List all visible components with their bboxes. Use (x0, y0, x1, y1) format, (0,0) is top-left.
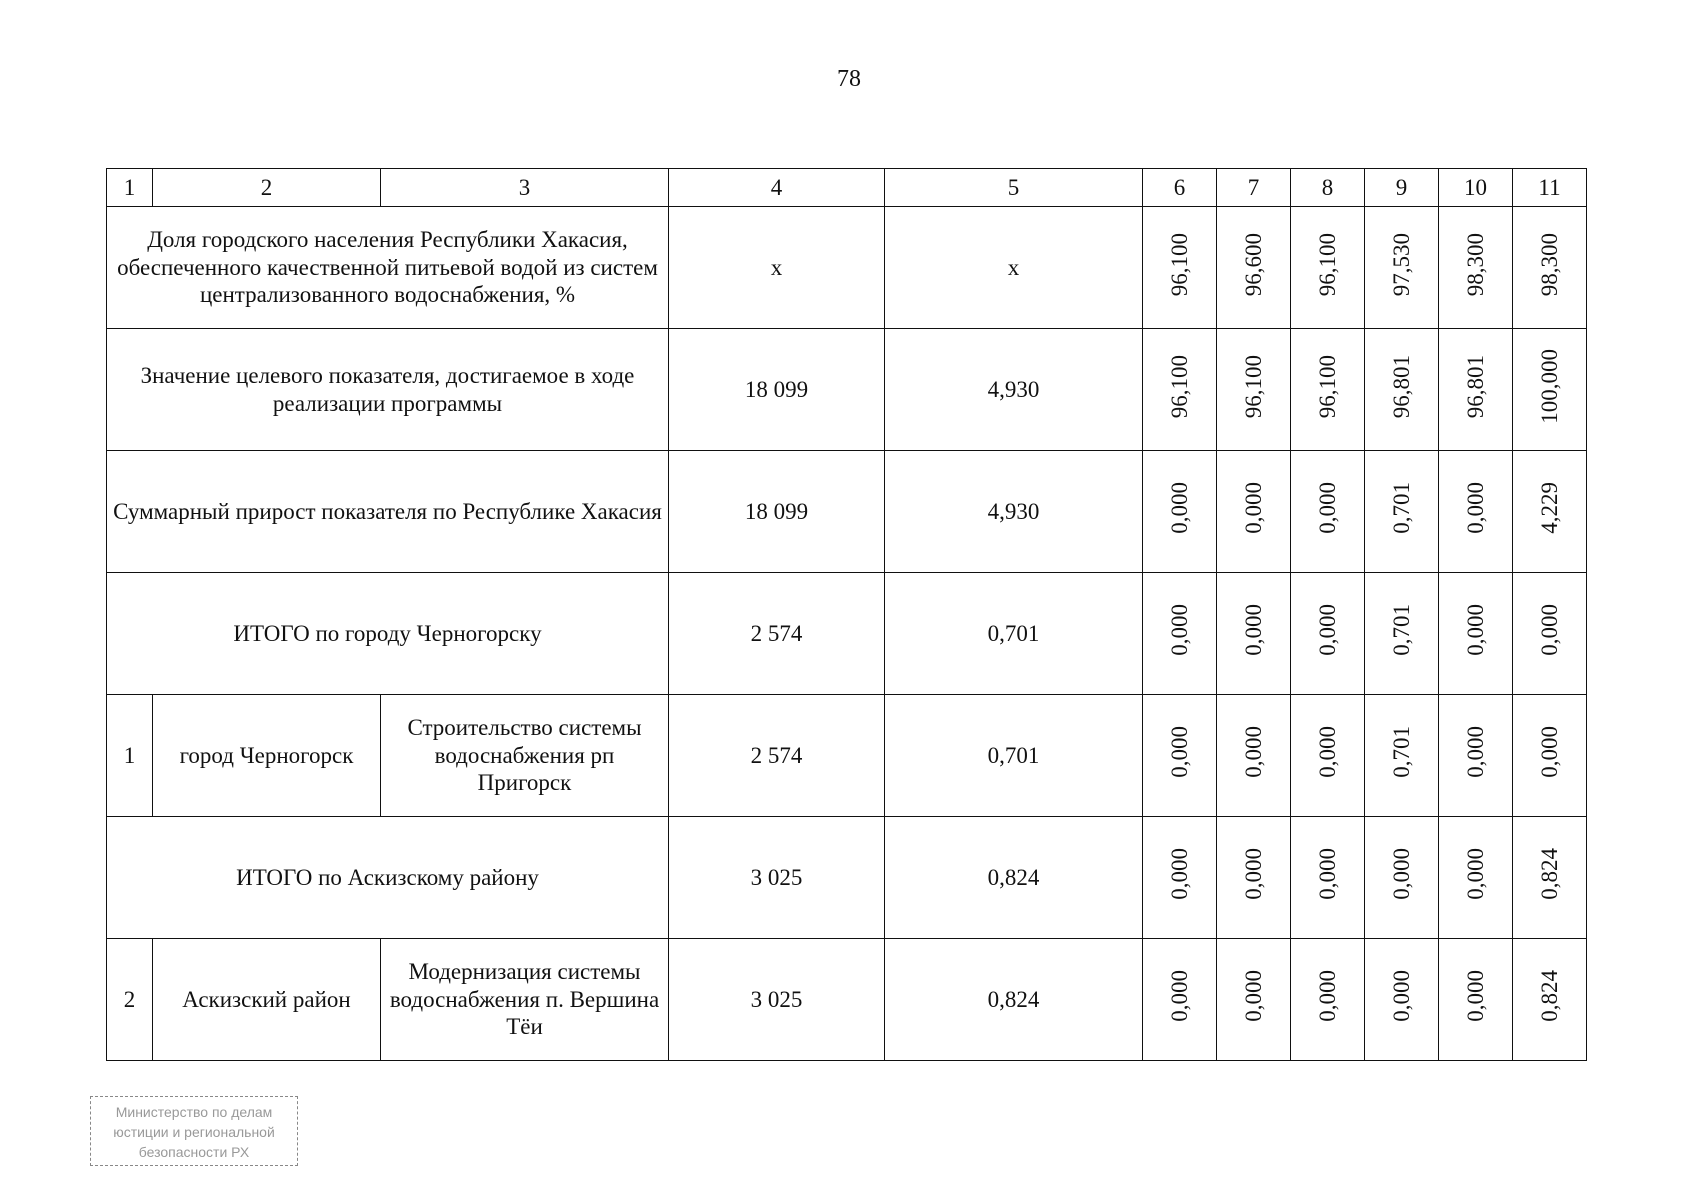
year-value-cell (1513, 329, 1587, 451)
year-value-cell (1143, 207, 1217, 329)
year-value-cell (1439, 207, 1513, 329)
year-value: 0,000 (1314, 848, 1340, 901)
project-cell: Строительство системы водоснабжения рп Пригорск (381, 695, 669, 817)
table-row (107, 695, 1587, 817)
year-value: 100,000 (1536, 348, 1562, 424)
year-value: 0,000 (1314, 482, 1340, 535)
year-value: 0,824 (1536, 848, 1562, 901)
year-value-cell (1439, 573, 1513, 695)
ministry-stamp (90, 1096, 298, 1166)
table-row (107, 451, 1587, 573)
year-value: 96,100 (1166, 232, 1192, 296)
header-cell: 7 (1217, 169, 1291, 207)
col5-cell: х (885, 207, 1143, 329)
year-value: 0,000 (1314, 604, 1340, 657)
indicator-label: Значение целевого показателя, достигаемое в ходе реализации программы (107, 329, 669, 451)
page-number: 78 (837, 66, 861, 92)
year-value: 96,100 (1314, 354, 1340, 418)
year-value: 96,600 (1240, 232, 1266, 296)
year-value: 96,100 (1240, 354, 1266, 418)
year-value-cell (1143, 695, 1217, 817)
year-value-cell (1217, 573, 1291, 695)
table-row (107, 329, 1587, 451)
year-value-cell (1291, 695, 1365, 817)
year-value-cell (1365, 573, 1439, 695)
year-value: 0,000 (1462, 726, 1488, 779)
year-value-cell (1365, 451, 1439, 573)
year-value-cell (1513, 939, 1587, 1061)
year-value: 0,000 (1240, 726, 1266, 779)
table-row (107, 817, 1587, 939)
header-cell: 3 (381, 169, 669, 207)
year-value: 0,000 (1166, 604, 1192, 657)
year-value-cell (1143, 451, 1217, 573)
year-value: 0,000 (1240, 848, 1266, 901)
col4-cell: 3 025 (669, 939, 885, 1061)
year-value-cell (1513, 695, 1587, 817)
year-value-cell (1217, 451, 1291, 573)
year-value-cell (1439, 939, 1513, 1061)
year-value-cell (1143, 817, 1217, 939)
year-value: 98,300 (1536, 232, 1562, 296)
header-cell: 4 (669, 169, 885, 207)
year-value-cell (1439, 695, 1513, 817)
territory-cell: город Черногорск (153, 695, 381, 817)
year-value-cell (1291, 939, 1365, 1061)
year-value: 4,229 (1536, 482, 1562, 535)
table-row (107, 207, 1587, 329)
col4-cell: 18 099 (669, 329, 885, 451)
col4-cell: 3 025 (669, 817, 885, 939)
year-value: 96,100 (1166, 354, 1192, 418)
subtotal-label: ИТОГО по городу Черногорску (107, 573, 669, 695)
year-value: 0,000 (1462, 970, 1488, 1023)
header-cell: 1 (107, 169, 153, 207)
year-value: 0,000 (1462, 848, 1488, 901)
year-value: 0,701 (1388, 482, 1414, 535)
header-cell: 6 (1143, 169, 1217, 207)
year-value: 0,701 (1388, 604, 1414, 657)
year-value-cell (1439, 451, 1513, 573)
year-value-cell (1513, 451, 1587, 573)
col5-cell: 0,701 (885, 573, 1143, 695)
stamp-line: юстиции и региональной (113, 1124, 275, 1140)
year-value-cell (1365, 817, 1439, 939)
year-value-cell (1291, 817, 1365, 939)
table-row (107, 939, 1587, 1061)
year-value: 0,000 (1536, 604, 1562, 657)
col5-cell: 4,930 (885, 451, 1143, 573)
year-value: 0,701 (1388, 726, 1414, 779)
year-value-cell (1217, 817, 1291, 939)
year-value-cell (1439, 329, 1513, 451)
year-value-cell (1143, 573, 1217, 695)
row-number-cell: 2 (107, 939, 153, 1061)
year-value-cell (1217, 939, 1291, 1061)
year-value: 0,000 (1166, 970, 1192, 1023)
header-cell: 11 (1513, 169, 1587, 207)
row-number-cell: 1 (107, 695, 153, 817)
data-table (106, 168, 1587, 1061)
header-cell: 5 (885, 169, 1143, 207)
year-value-cell (1439, 817, 1513, 939)
year-value: 0,000 (1166, 848, 1192, 901)
year-value: 0,000 (1388, 970, 1414, 1023)
year-value-cell (1291, 573, 1365, 695)
col5-cell: 0,701 (885, 695, 1143, 817)
year-value-cell (1217, 695, 1291, 817)
col5-cell: 4,930 (885, 329, 1143, 451)
indicator-label: Доля городского населения Республики Хакасия, обеспеченного качественной питьевой водой из систем централизованного водоснабжения, % (107, 207, 669, 329)
col5-cell: 0,824 (885, 939, 1143, 1061)
year-value: 0,000 (1240, 604, 1266, 657)
col4-cell: 2 574 (669, 695, 885, 817)
subtotal-label: ИТОГО по Аскизскому району (107, 817, 669, 939)
year-value: 96,100 (1314, 232, 1340, 296)
table-row (107, 573, 1587, 695)
stamp-line: безопасности РХ (138, 1144, 250, 1160)
year-value-cell (1513, 573, 1587, 695)
year-value-cell (1217, 207, 1291, 329)
col4-cell: 2 574 (669, 573, 885, 695)
year-value: 0,000 (1166, 482, 1192, 535)
year-value-cell (1143, 329, 1217, 451)
year-value-cell (1291, 207, 1365, 329)
header-cell: 2 (153, 169, 381, 207)
col5-cell: 0,824 (885, 817, 1143, 939)
territory-cell: Аскизский район (153, 939, 381, 1061)
year-value: 0,000 (1462, 604, 1488, 657)
year-value-cell (1291, 329, 1365, 451)
year-value-cell (1143, 939, 1217, 1061)
year-value: 0,000 (1314, 970, 1340, 1023)
year-value: 96,801 (1388, 354, 1414, 418)
year-value-cell (1365, 939, 1439, 1061)
year-value: 0,000 (1240, 482, 1266, 535)
year-value-cell (1217, 329, 1291, 451)
year-value: 0,000 (1166, 726, 1192, 779)
year-value: 97,530 (1388, 232, 1414, 296)
year-value-cell (1513, 207, 1587, 329)
year-value: 0,824 (1536, 970, 1562, 1023)
col4-cell: 18 099 (669, 451, 885, 573)
year-value: 0,000 (1240, 970, 1266, 1023)
year-value-cell (1365, 207, 1439, 329)
year-value: 0,000 (1314, 726, 1340, 779)
header-cell: 9 (1365, 169, 1439, 207)
year-value: 98,300 (1462, 232, 1488, 296)
table-header-row (107, 169, 1587, 207)
indicator-label: Суммарный прирост показателя по Республике Хакасия (107, 451, 669, 573)
year-value: 96,801 (1462, 354, 1488, 418)
year-value-cell (1513, 817, 1587, 939)
year-value: 0,000 (1388, 848, 1414, 901)
year-value: 0,000 (1536, 726, 1562, 779)
col4-cell: х (669, 207, 885, 329)
year-value-cell (1365, 695, 1439, 817)
project-cell: Модернизация системы водоснабжения п. Вершина Тёи (381, 939, 669, 1061)
header-cell: 8 (1291, 169, 1365, 207)
year-value-cell (1365, 329, 1439, 451)
year-value: 0,000 (1462, 482, 1488, 535)
year-value-cell (1291, 451, 1365, 573)
header-cell: 10 (1439, 169, 1513, 207)
stamp-line: Министерство по делам (115, 1104, 273, 1120)
